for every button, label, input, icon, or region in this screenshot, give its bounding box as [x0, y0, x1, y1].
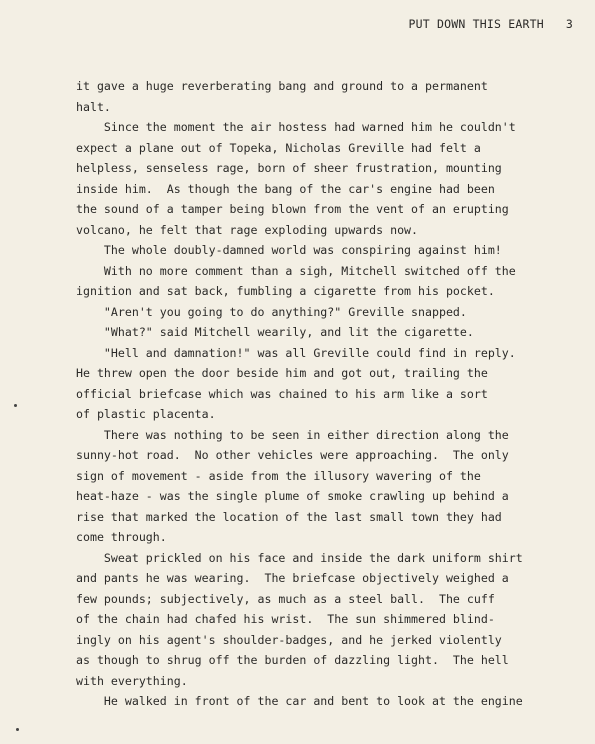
- text-line: come through.: [76, 530, 167, 544]
- text-line: volcano, he felt that rage exploding upwards now.: [76, 222, 419, 237]
- running-title: PUT DOWN THIS EARTH: [408, 17, 544, 31]
- text-line: "Aren't you going to do anything?" Greville snapped.: [76, 304, 467, 319]
- text-line: of the chain had chafed his wrist. The sun shimmered blind-: [76, 612, 495, 626]
- text-line: helpless, senseless rage, born of sheer frustration, mounting: [76, 161, 502, 175]
- text-line: Sweat prickled on his face and inside the dark uniform shirt: [76, 550, 523, 565]
- text-line: The whole doubly-damned world was conspiring against him!: [76, 243, 502, 257]
- text-line: sunny-hot road. No other vehicles were approaching. The only: [76, 448, 509, 462]
- text-line: it gave a huge reverberating bang and ground to a permanent: [76, 79, 488, 93]
- text-line: ingly on his agent's shoulder-badges, and he jerked violently: [76, 632, 502, 647]
- text-line: few pounds; subjectively, as much as a steel ball. The cuff: [76, 591, 495, 606]
- text-line: There was nothing to be seen in either direction along the: [76, 427, 509, 442]
- text-line: halt.: [76, 99, 111, 114]
- text-line: and pants he was wearing. The briefcase objectively weighed a: [76, 571, 509, 585]
- text-line: sign of movement - aside from the illusory wavering of the: [76, 468, 481, 483]
- text-line: of plastic placenta.: [76, 407, 216, 421]
- text-line: as though to shrug off the burden of dazzling light. The hell: [76, 653, 509, 667]
- text-line: the sound of a tamper being blown from the vent of an erupting: [76, 202, 509, 216]
- text-line: "Hell and damnation!" was all Greville could find in reply.: [76, 345, 516, 360]
- body-text: [76, 76, 546, 712]
- page-number: 3: [565, 17, 573, 31]
- text-line: ignition and sat back, fumbling a cigarette from his pocket.: [76, 284, 495, 298]
- text-line: expect a plane out of Topeka, Nicholas Greville had felt a: [76, 140, 481, 155]
- text-line: He threw open the door beside him and got out, trailing the: [76, 366, 488, 380]
- text-line: He walked in front of the car and bent to look at the engine: [76, 694, 523, 708]
- text-line: official briefcase which was chained to his arm like a sort: [76, 386, 488, 401]
- margin-mark: [16, 728, 19, 731]
- text-line: With no more comment than a sigh, Mitchell switched off the: [76, 263, 516, 278]
- text-line: with everything.: [76, 673, 188, 688]
- text-line: inside him. As though the bang of the car's engine had been: [76, 181, 495, 196]
- margin-mark: [14, 404, 17, 407]
- text-line: "What?" said Mitchell wearily, and lit the cigarette.: [76, 325, 474, 339]
- page-header: [409, 17, 573, 31]
- text-line: Since the moment the air hostess had warned him he couldn't: [76, 120, 516, 134]
- text-line: rise that marked the location of the last small town they had: [76, 509, 502, 524]
- text-line: heat-haze - was the single plume of smoke crawling up behind a: [76, 489, 509, 503]
